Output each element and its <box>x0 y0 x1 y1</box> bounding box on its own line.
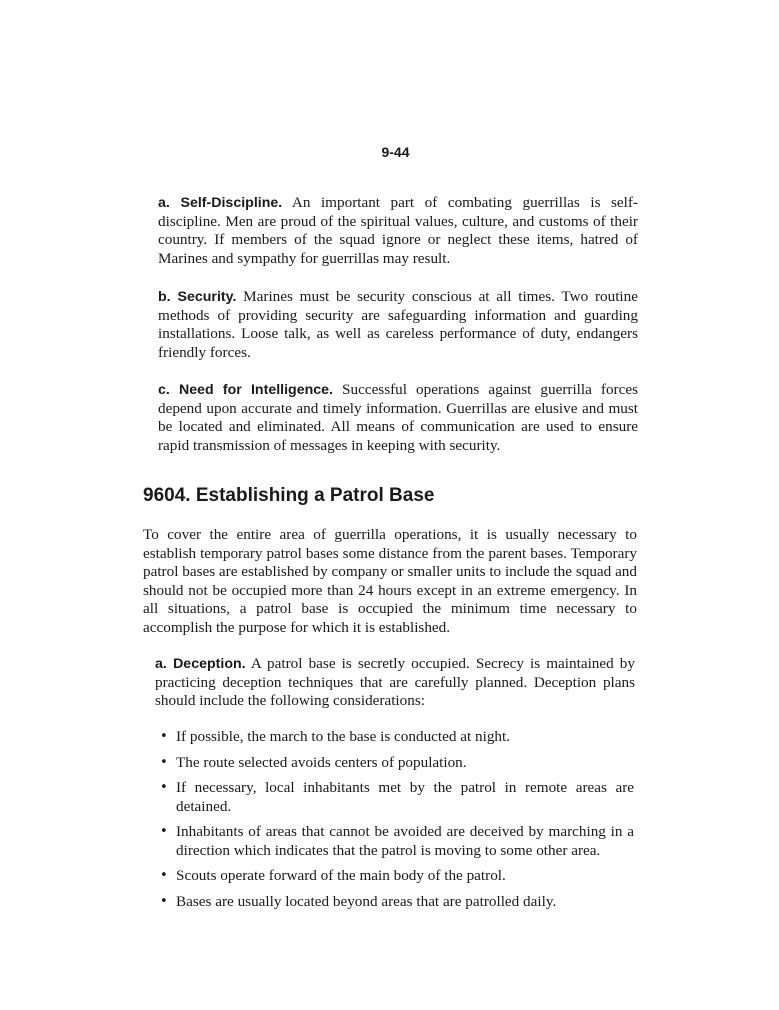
bullet-icon: • <box>160 868 168 883</box>
paragraph-text: Successful operations against guerrilla forces depend upon accurate and timely information. Guerrillas are elusive and must be located and eliminated. All means of communication are used to ensure rapid transmission of messages in keeping with security. <box>158 381 638 454</box>
paragraph-security <box>158 288 638 362</box>
paragraph-self-discipline <box>158 194 638 268</box>
list-item: • Scouts operate forward of the main body of the patrol. <box>160 867 506 884</box>
paragraph-label: b. Security. <box>158 289 237 305</box>
list-item: • If necessary, local inhabitants met by the patrol in remote areas are detained. <box>160 779 634 815</box>
section-heading: 9604. Establishing a Patrol Base <box>143 485 435 506</box>
list-item: • Inhabitants of areas that cannot be avoided are deceived by marching in a direction which indicates that the patrol is moving to some other area. <box>160 823 634 859</box>
considerations-list <box>160 728 634 918</box>
bullet-icon: • <box>160 780 168 795</box>
paragraph-text: Marines must be security conscious at all times. Two routine methods of providing security are safeguarding information and guarding installations. Loose talk, as well as careless performance of duty, endangers friendly forces. <box>158 288 638 361</box>
paragraph-label: a. Deception. <box>155 656 246 672</box>
list-item: • If possible, the march to the base is conducted at night. <box>160 728 511 745</box>
page-number: 9-44 <box>381 144 410 160</box>
paragraph-deception <box>155 655 635 711</box>
bullet-icon: • <box>160 893 168 909</box>
bullet-icon: • <box>160 824 168 839</box>
paragraph-need-for-intelligence <box>158 381 638 455</box>
list-item: • Bases are usually located beyond areas that are patrolled daily. <box>160 892 557 910</box>
bullet-icon: • <box>160 729 168 744</box>
bullet-icon: • <box>160 754 168 770</box>
section-body: To cover the entire area of guerrilla operations, it is usually necessary to establish temporary patrol bases some distance from the parent bases. Temporary patrol bases are established by company or smaller units to include the squad and should not be occupied more than 24 hours except in an extreme emergency. In all situations, a patrol base is occupied the minimum time necessary to accomplish the purpose for which it is established. <box>143 526 637 636</box>
paragraph-text: An important part of combating guerrillas is self-discipline. Men are proud of the spiritual values, culture, and customs of their country. If members of the squad ignore or neglect these items, hatred of Marines and sympathy for guerrillas may result. <box>158 194 638 267</box>
paragraph-text: A patrol base is secretly occupied. Secrecy is maintained by practicing deception techniques that are carefully planned. Deception plans should include the following considerations: <box>155 655 635 709</box>
paragraph-label: a. Self-Discipline. <box>158 195 283 211</box>
list-item: • The route selected avoids centers of population. <box>160 753 467 771</box>
paragraph-label: c. Need for Intelligence. <box>158 382 333 398</box>
